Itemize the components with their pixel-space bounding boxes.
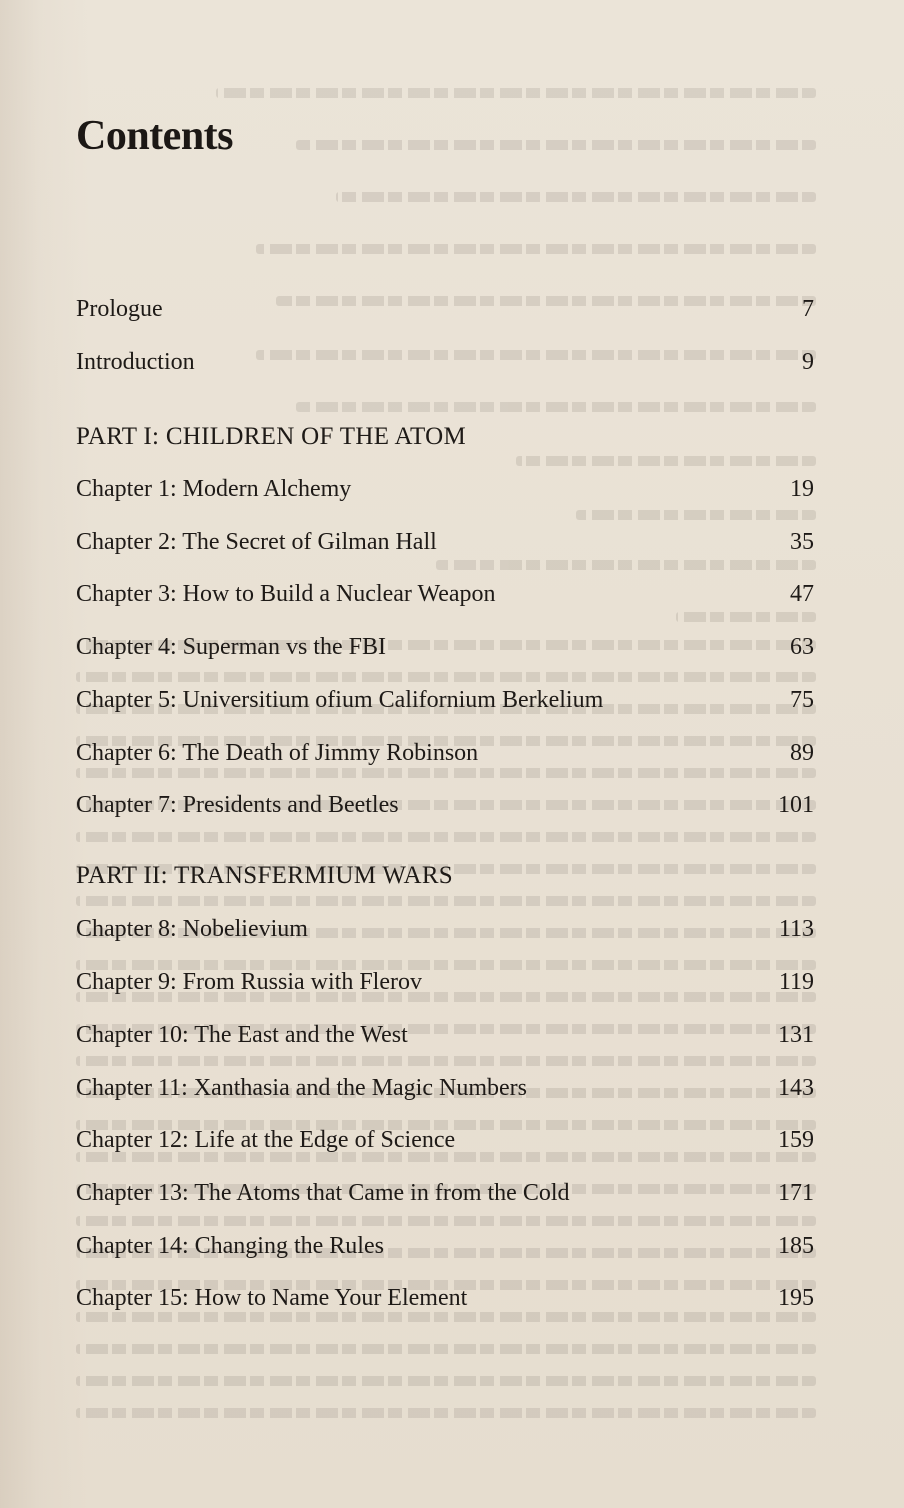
toc-entry-introduction[interactable] (76, 345, 814, 379)
entry-page-number: 63 (790, 634, 814, 660)
entry-label: Chapter 15: How to Name Your Element (76, 1285, 468, 1311)
part-heading-1: PART I: CHILDREN OF THE ATOM (76, 423, 467, 450)
entry-label: Chapter 6: The Death of Jimmy Robinson (76, 740, 479, 766)
entry-label: Introduction (76, 349, 195, 375)
entry-page-number: 75 (790, 687, 814, 713)
entry-page-number: 7 (802, 296, 814, 322)
entry-page-number: 101 (778, 792, 814, 818)
entry-page-number: 19 (790, 476, 814, 502)
toc-entry-chapter-6[interactable] (76, 736, 814, 770)
page-title: Contents (76, 113, 234, 159)
entry-page-number: 119 (778, 969, 814, 995)
entry-page-number: 89 (790, 740, 814, 766)
entry-label: Chapter 14: Changing the Rules (76, 1233, 384, 1259)
toc-entry-chapter-4[interactable] (76, 630, 814, 664)
toc-entry-prologue[interactable] (76, 292, 814, 326)
entry-page-number: 113 (778, 916, 814, 942)
entry-label: Chapter 3: How to Build a Nuclear Weapon (76, 581, 496, 607)
toc-entry-chapter-12[interactable] (76, 1123, 814, 1157)
entry-page-number: 171 (778, 1180, 814, 1206)
entry-label: Chapter 11: Xanthasia and the Magic Numbers (76, 1075, 527, 1101)
entry-page-number: 195 (778, 1285, 814, 1311)
entry-page-number: 47 (790, 581, 814, 607)
part-heading-2: PART II: TRANSFERMIUM WARS (76, 862, 454, 889)
toc-entry-chapter-8[interactable] (76, 912, 814, 946)
toc-entry-chapter-15[interactable] (76, 1281, 814, 1315)
entry-label: Chapter 10: The East and the West (76, 1022, 408, 1048)
toc-entry-chapter-11[interactable] (76, 1071, 814, 1105)
entry-label: Chapter 13: The Atoms that Came in from the Cold (76, 1180, 570, 1206)
toc-entry-chapter-9[interactable] (76, 965, 814, 999)
entry-label: Chapter 5: Universitium ofium Californium Berkelium (76, 687, 604, 713)
entry-label: Chapter 7: Presidents and Beetles (76, 792, 399, 818)
entry-label: Chapter 4: Superman vs the FBI (76, 634, 386, 660)
entry-page-number: 185 (778, 1233, 814, 1259)
toc-entry-chapter-14[interactable] (76, 1229, 814, 1263)
toc-entry-chapter-2[interactable] (76, 525, 814, 559)
entry-page-number: 159 (778, 1127, 814, 1153)
entry-page-number: 35 (790, 529, 814, 555)
toc-entry-chapter-3[interactable] (76, 577, 814, 611)
entry-label: Chapter 2: The Secret of Gilman Hall (76, 529, 437, 555)
toc-entry-chapter-10[interactable] (76, 1018, 814, 1052)
entry-page-number: 143 (778, 1075, 814, 1101)
entry-label: Chapter 9: From Russia with Flerov (76, 969, 422, 995)
entry-page-number: 131 (778, 1022, 814, 1048)
toc-entry-chapter-7[interactable] (76, 788, 814, 822)
toc-entry-chapter-5[interactable] (76, 683, 814, 717)
entry-label: Prologue (76, 296, 163, 322)
toc-entry-chapter-1[interactable] (76, 472, 814, 506)
toc-entry-chapter-13[interactable] (76, 1176, 814, 1210)
entry-label: Chapter 12: Life at the Edge of Science (76, 1127, 456, 1153)
entry-label: Chapter 1: Modern Alchemy (76, 476, 352, 502)
entry-page-number: 9 (802, 349, 814, 375)
entry-label: Chapter 8: Nobelievium (76, 916, 308, 942)
